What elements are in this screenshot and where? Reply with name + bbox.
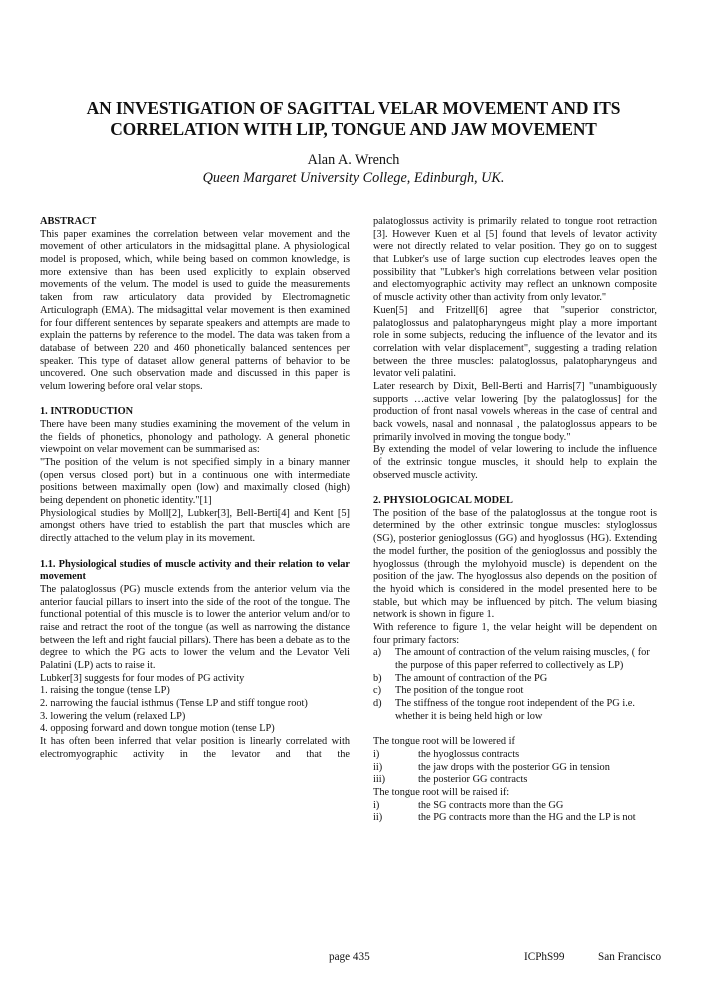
paper-title bbox=[0, 98, 707, 140]
author-affiliation: Queen Margaret University College, Edinburgh, UK. bbox=[202, 170, 505, 186]
raised-text: the SG contracts more than the GG bbox=[418, 799, 564, 811]
section-1-1-paragraph-4: palatoglossus activity is primarily related to tongue root retraction [3]. However Kuen et al [5] found that levels of levator activity were not directly related to velar position. They go on to suggest that Lubker's use of large suction cup electrodes leaves open the possibility that "Lubker's high correlations between velar position and electomyographic activity may reflect an unknown composite of muscle activity other than activity from only levator." bbox=[373, 216, 657, 304]
factor-text: The stiffness of the tongue root independent of the PG i.e. whether it is being held high or low bbox=[395, 698, 635, 722]
page-number: page 435 bbox=[329, 951, 370, 963]
raised-text: the PG contracts more than the HG and the LP is not bbox=[418, 812, 636, 824]
right-column bbox=[373, 216, 657, 825]
lowered-intro: The tongue root will be lowered if bbox=[373, 736, 515, 748]
factor-marker: b) bbox=[373, 672, 382, 684]
lowered-marker: i) bbox=[373, 748, 380, 760]
factor-item bbox=[373, 685, 657, 698]
section-1-1-paragraph-1: The palatoglossus (PG) muscle extends from the anterior velum via the anterior faucial pillars to insert into the side of the root of the tongue. The functional potential of this muscle is to lower the anterior velum and/or to raise and retract the root of the tongue (as well as narrowing the distance between the left and right faucial pillars). There has been a debate as to the degree to which the PG acts to lower the velum and the Levator Veli Palatini (LP) acts to raise it. bbox=[40, 583, 350, 672]
section-1-1-paragraph-2: Lubker[3] suggests for four modes of PG activity bbox=[40, 672, 245, 684]
pg-mode-item: 1. raising the tongue (tense LP) bbox=[40, 685, 170, 697]
lowered-item bbox=[373, 762, 657, 775]
raised-intro: The tongue root will be raised if: bbox=[373, 786, 510, 798]
raised-item bbox=[373, 812, 657, 825]
raised-marker: i) bbox=[373, 799, 380, 811]
left-column bbox=[40, 216, 350, 762]
abstract-heading: ABSTRACT bbox=[40, 216, 97, 227]
intro-paragraph-1: There have been many studies examining the movement of the velum in the fields of phonetics, phonology and pathology. A general phonetic viewpoint on velar movement can be summarised as: bbox=[40, 418, 350, 456]
author-name: Alan A. Wrench bbox=[307, 152, 400, 168]
section-1-1-paragraph-3: It has often been inferred that velar position is linearly correlated with electromyographic activity in the levator and that the bbox=[40, 736, 350, 760]
pg-mode-item: 4. opposing forward and down tongue motion (tense LP) bbox=[40, 723, 275, 735]
lowered-marker: ii) bbox=[373, 761, 383, 773]
pg-mode-item: 2. narrowing the faucial isthmus (Tense LP and stiff tongue root) bbox=[40, 698, 308, 710]
factor-marker: c) bbox=[373, 685, 382, 697]
conference-city: San Francisco bbox=[598, 951, 662, 963]
factor-item bbox=[373, 698, 657, 723]
title-line-2: CORRELATION WITH LIP, TONGUE AND JAW MOVEMENT bbox=[110, 119, 597, 139]
raised-marker: ii) bbox=[373, 812, 383, 824]
section-1-1-paragraph-6: Later research by Dixit, Bell-Berti and Harris[7] "unambiguously supports …active velar lowering [by the palatoglossus] for the production of front nasal vowels whereas in the case of central and back vowels, nasal and nonnasal , the palatoglossus appears to be primarily involved in moving the tongue body." bbox=[373, 380, 657, 443]
section-1-1-paragraph-7: By extending the model of velar lowering to include the influence of the extrinsic tongue muscles, it should help to explain the observed muscle activity. bbox=[373, 444, 657, 481]
factor-text: The amount of contraction of the velum raising muscles, ( for the purpose of this paper referred to collectively as LP) bbox=[395, 647, 650, 672]
section-1-1-heading: 1.1. Physiological studies of muscle activity and their relation to velar movement bbox=[40, 558, 350, 583]
section-1-1-paragraph-5: Kuen[5] and Fritzell[6] agree that "superior constrictor, palatoglossus and palatopharyngeus might play a more important role in some subjects, reducing the influence of the levator and its correlation with velar displacement", suggesting a trading relation between the three muscles: palatoglossus, palatopharyngeus and levator veli palatini. bbox=[373, 304, 657, 380]
lowered-item bbox=[373, 749, 657, 762]
conference-name: ICPhS99 bbox=[524, 951, 565, 963]
factor-item bbox=[373, 673, 657, 686]
lowered-item bbox=[373, 774, 657, 787]
factor-text: The amount of contraction of the PG bbox=[395, 672, 548, 684]
factor-item bbox=[373, 647, 657, 672]
abstract-text: This paper examines the correlation between velar movement and the movement of other articulators in the midsagittal plane. A physiological model is proposed, which, while being based on common knowledge, is more extensive than has been used explicitly to explain observed movements of the velum. The model is used to guide the measurements taken from raw articulatory data provided by Electromagnetic Articulograph (EMA). The midsagittal velar movement is then examined for four different sentences by separate speakers and attempts are made to explain the patterns by reference to the model. The data was taken from a database of between 220 and 460 phonetically balanced sentences per speaker. This type of dataset allow general patterns of behavior to be uncovered. One such observation made and discussed in this paper is velum lowering before oral velar stops. bbox=[40, 228, 350, 392]
title-line-1: AN INVESTIGATION OF SAGITTAL VELAR MOVEMENT AND ITS bbox=[86, 98, 621, 118]
section-2-heading: 2. PHYSIOLOGICAL MODEL bbox=[373, 495, 513, 507]
lowered-text: the jaw drops with the posterior GG in tension bbox=[418, 761, 610, 773]
raised-item bbox=[373, 800, 657, 813]
lowered-marker: iii) bbox=[373, 774, 386, 786]
factor-text: The position of the tongue root bbox=[395, 685, 524, 697]
factor-marker: d) bbox=[373, 698, 382, 710]
lowered-text: the posterior GG contracts bbox=[418, 774, 528, 786]
intro-paragraph-3: Physiological studies by Moll[2], Lubker[3], Bell-Berti[4] and Kent [5] amongst others have tried to establish the part that muscles which are directly attached to the velum play in its movement. bbox=[40, 507, 350, 545]
lowered-text: the hyoglossus contracts bbox=[418, 748, 520, 760]
factor-marker: a) bbox=[373, 647, 382, 659]
section-2-paragraph-2: With reference to figure 1, the velar height will be dependent on four primary factors: bbox=[373, 621, 657, 646]
introduction-heading: 1. INTRODUCTION bbox=[40, 406, 134, 418]
section-2-paragraph-1: The position of the base of the palatoglossus at the tongue root is determined by the other extrinsic tongue muscles: styloglossus (SG), posterior genioglossus (GG) and hyoglossus (HG). Extending the model further, the position of the genioglossus and possibly the hyoglossus (through the mylohyoid muscle) is dependent on the position of the jaw. The hyoglossus also depends on the position of the hyoid which is considered in the model presented here to be stable, but which may be influenced by pitch. The velum biasing network is shown in figure 1. bbox=[373, 507, 657, 621]
intro-quote: "The position of the velum is not specified simply in a binary manner (open versus closed port) but in a continuous one with intermediate positions between maximally open (low) and maximally closed (high) being dependent on phonetic identity."[1] bbox=[40, 457, 350, 507]
pg-mode-item: 3. lowering the velum (relaxed LP) bbox=[40, 710, 186, 722]
